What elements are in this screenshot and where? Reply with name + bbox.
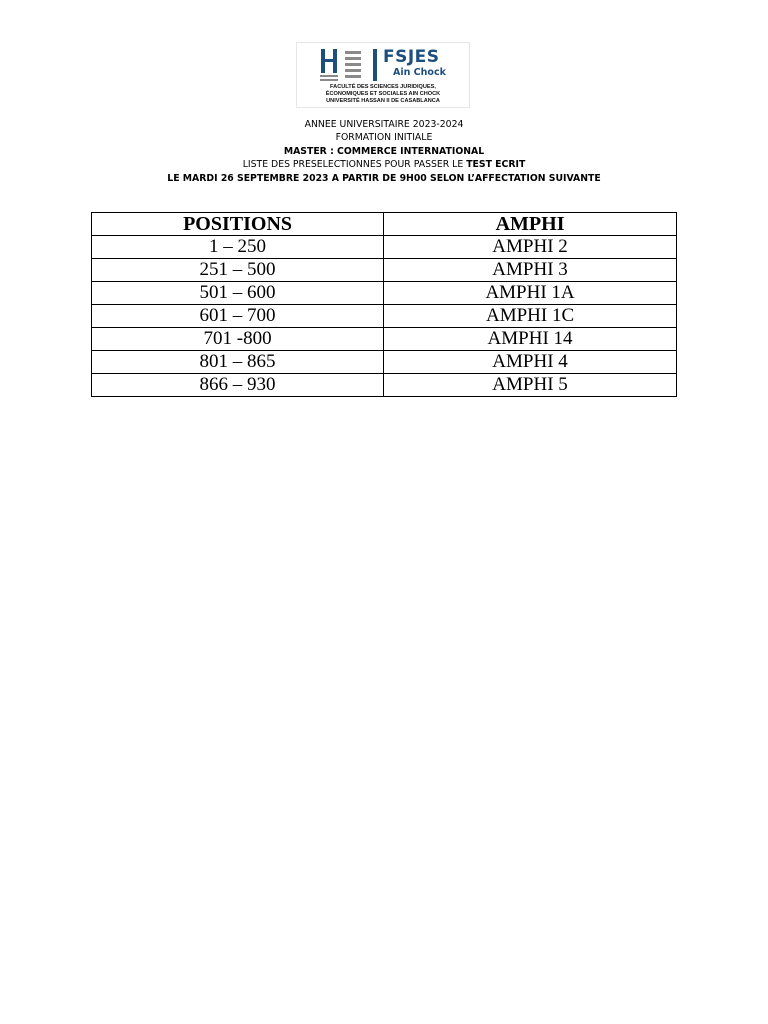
formation-type: FORMATION INITIALE bbox=[335, 132, 433, 144]
list-description bbox=[0, 158, 768, 171]
column-header-amphi: AMPHI bbox=[384, 213, 677, 236]
logo-subname: Ain Chock bbox=[393, 67, 446, 78]
positions-cell: 866 – 930 bbox=[92, 374, 384, 397]
amphi-cell: AMPHI 1A bbox=[384, 282, 677, 305]
amphi-cell: AMPHI 2 bbox=[384, 236, 677, 259]
table-row bbox=[92, 259, 677, 282]
table-row bbox=[92, 236, 677, 259]
logo-divider bbox=[373, 49, 377, 81]
assignment-table bbox=[91, 212, 677, 397]
table-row bbox=[92, 328, 677, 351]
positions-cell: 251 – 500 bbox=[92, 259, 384, 282]
table-row bbox=[92, 282, 677, 305]
academic-year: ANNEE UNIVERSITAIRE 2023-2024 bbox=[304, 119, 464, 130]
faculty-logo bbox=[296, 42, 470, 108]
table-header-row bbox=[92, 213, 677, 236]
university-emblem-icon bbox=[319, 47, 365, 83]
test-name: TEST ECRIT bbox=[466, 159, 526, 171]
amphi-cell: AMPHI 4 bbox=[384, 351, 677, 374]
logo-caption-line: UNIVERSITÉ HASSAN II DE CASABLANCA bbox=[326, 98, 440, 104]
list-description-text: LISTE DES PRESELECTIONNES POUR PASSER LE bbox=[242, 159, 467, 171]
exam-date-line: LE MARDI 26 SEPTEMBRE 2023 A PARTIR DE 9H00 SELON L’AFFECTATION SUIVANTE bbox=[167, 172, 601, 184]
table-row bbox=[92, 305, 677, 328]
amphi-cell: AMPHI 5 bbox=[384, 374, 677, 397]
amphi-cell: AMPHI 14 bbox=[384, 328, 677, 351]
master-title: MASTER : COMMERCE INTERNATIONAL bbox=[283, 145, 485, 157]
table-row bbox=[92, 351, 677, 374]
logo-name: FSJES bbox=[383, 47, 440, 67]
document-header bbox=[0, 118, 768, 185]
table-row bbox=[92, 374, 677, 397]
positions-cell: 701 -800 bbox=[92, 328, 384, 351]
logo-caption bbox=[297, 84, 469, 105]
amphi-cell: AMPHI 1C bbox=[384, 305, 677, 328]
positions-cell: 501 – 600 bbox=[92, 282, 384, 305]
column-header-positions: POSITIONS bbox=[92, 213, 384, 236]
positions-cell: 601 – 700 bbox=[92, 305, 384, 328]
positions-cell: 801 – 865 bbox=[92, 351, 384, 374]
amphi-cell: AMPHI 3 bbox=[384, 259, 677, 282]
positions-cell: 1 – 250 bbox=[92, 236, 384, 259]
logo-caption-line: FACULTÉ DES SCIENCES JURIDIQUES, bbox=[330, 84, 436, 90]
logo-caption-line: ÉCONOMIQUES ET SOCIALES AIN CHOCK bbox=[325, 91, 441, 97]
